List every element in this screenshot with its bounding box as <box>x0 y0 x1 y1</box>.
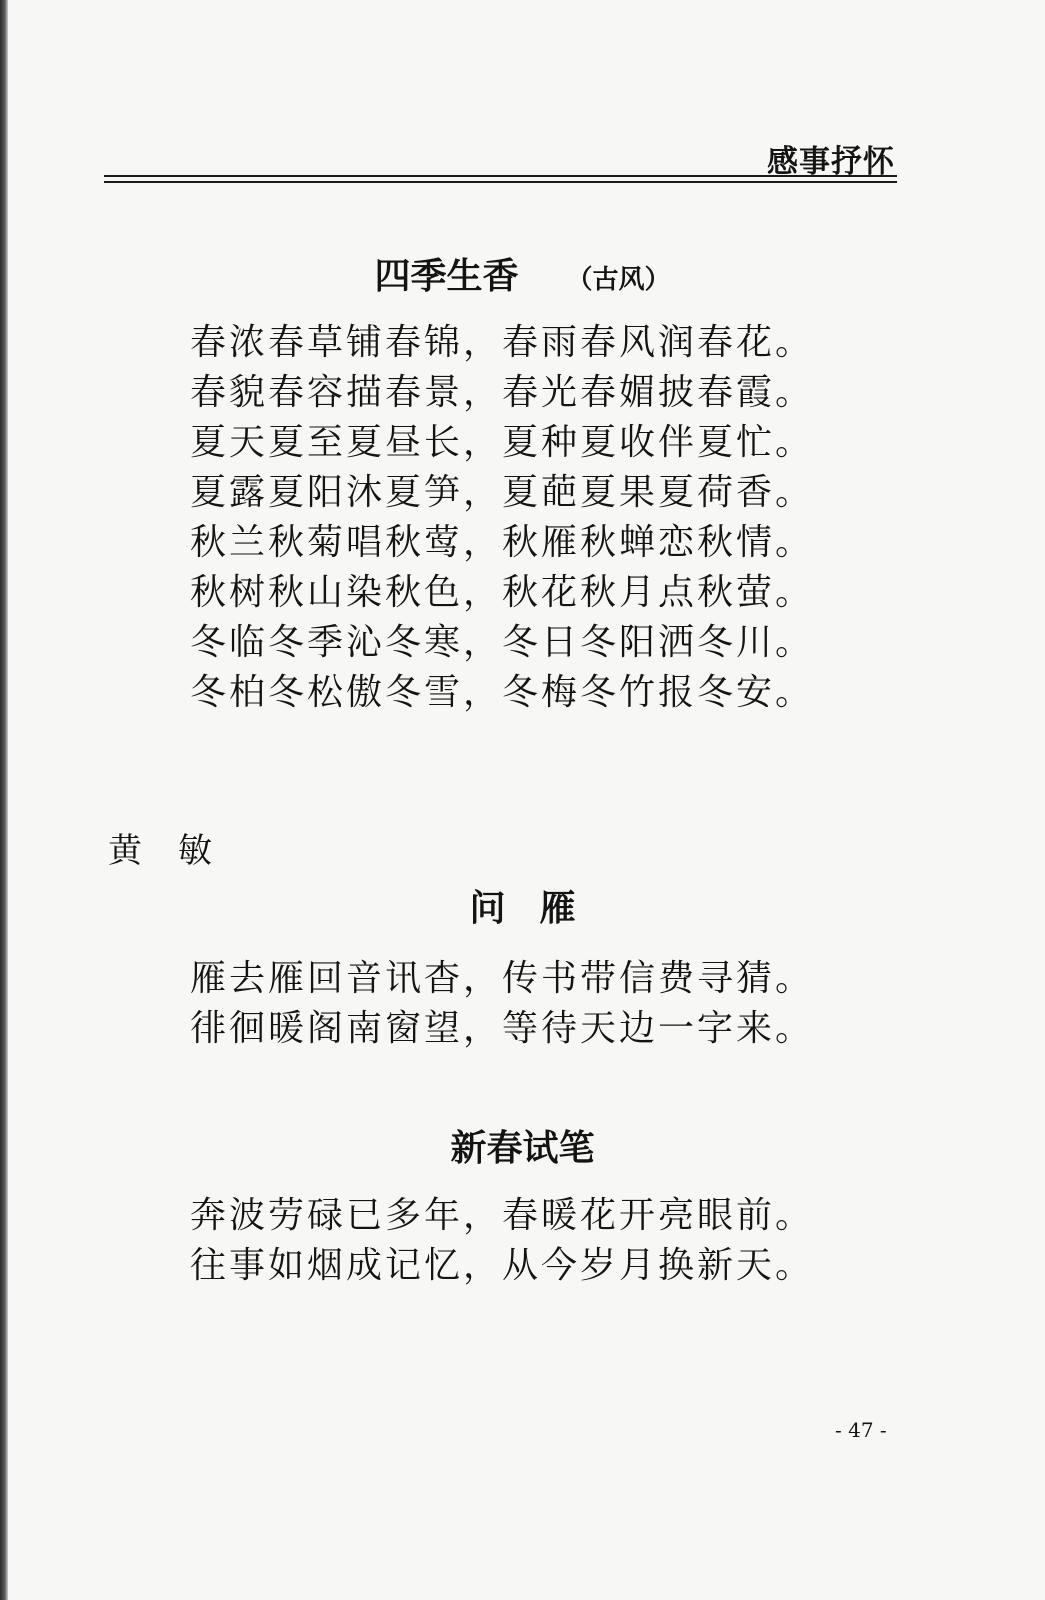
poem-subtitle: （古风） <box>566 265 671 295</box>
poem-line: 夏露夏阳沐夏笋，夏葩夏果夏荷香。 <box>190 472 815 513</box>
poem-line: 春浓春草铺春锦，春雨春风润春花。 <box>190 322 815 363</box>
header-rule-top <box>104 175 897 177</box>
poem-line: 奔波劳碌已多年，春暖花开亮眼前。 <box>190 1195 815 1236</box>
poem-body-ask-goose <box>190 954 830 1054</box>
poem-line: 冬临冬季沁冬寒，冬日冬阳洒冬川。 <box>190 622 815 663</box>
section-header-title: 感事抒怀 <box>767 144 895 180</box>
poem-title-four-seasons <box>0 248 1045 299</box>
page-binding-edge <box>0 0 8 1600</box>
header-rule-bottom <box>104 181 897 183</box>
poem-line: 夏天夏至夏昼长，夏种夏收伴夏忙。 <box>190 422 815 463</box>
poem-title-text: 四季生香 <box>374 256 519 297</box>
poem-line: 春貌春容描春景，春光春媚披春霞。 <box>190 372 815 413</box>
poem-line: 冬柏冬松傲冬雪，冬梅冬竹报冬安。 <box>190 672 815 713</box>
poem-line: 雁去雁回音讯杳，传书带信费寻猜。 <box>190 958 815 999</box>
page-number: - 47 - <box>835 1418 887 1442</box>
poem-line: 往事如烟成记忆，从今岁月换新天。 <box>190 1245 815 1286</box>
poem-line: 秋兰秋菊唱秋莺，秋雁秋蝉恋秋情。 <box>190 522 815 563</box>
poem-title-new-spring: 新春试笔 <box>450 1128 595 1169</box>
poem-body-new-spring <box>190 1191 830 1291</box>
poem-body-four-seasons <box>190 318 830 718</box>
poem-title-ask-goose: 问雁 <box>469 888 610 929</box>
poem-line: 秋树秋山染秋色，秋花秋月点秋萤。 <box>190 572 815 613</box>
author-name: 黄敏 <box>108 831 248 871</box>
poem-line: 徘徊暖阁南窗望，等待天边一字来。 <box>190 1008 815 1049</box>
